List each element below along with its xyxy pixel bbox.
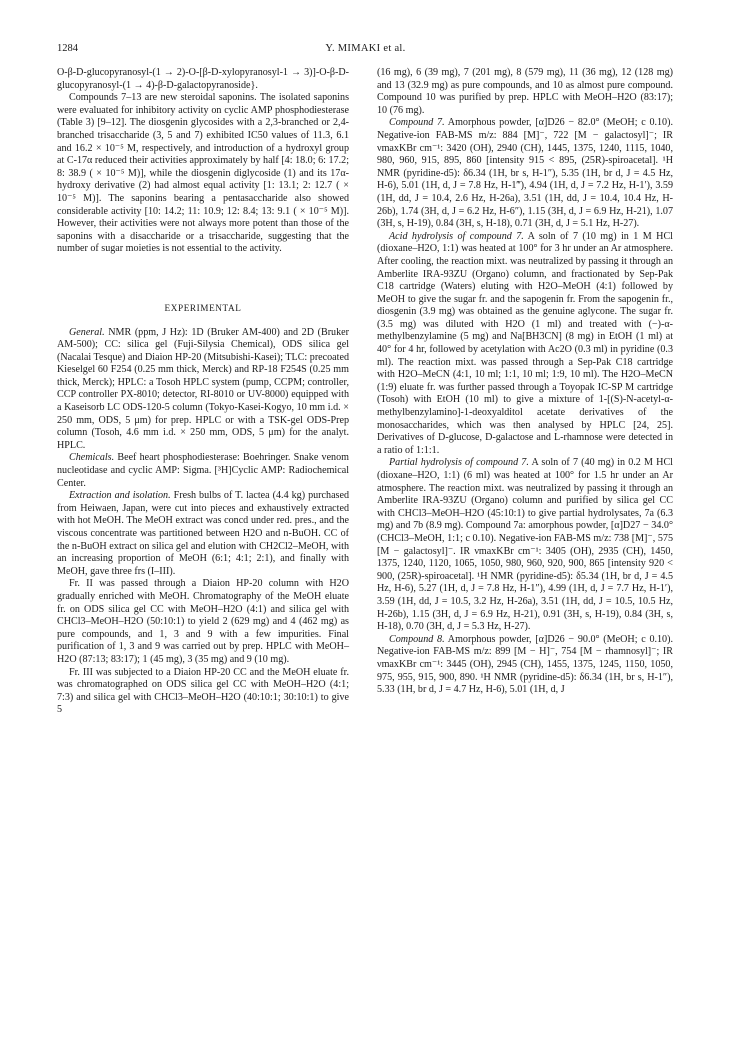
acid-hydrolysis-text: A soln of 7 (10 mg) in 1 M HCl (dioxane–H2O, 1:1) was heated at 100° for 3 hr under an Ar atmosphere. After cooling, the reaction mixt. was neutralized by passing it through an Amberlite IRA-93ZU (Organo) column, and fractionated by Sep-Pak C18 cartridge (Waters) eluting with H2O–MeOH (4:1) followed by MeOH to give the sugar fr. and the sapogenin fr. From the sapogenin fr., diosgenin (3.9 mg) was obtained as the genuine aglycone. The sugar fr. (3.5 mg) was diluted with H2O (1 ml) and treated with (−)-α-methylbenzylamine (5 mg) and Na[BH3CN] (8 mg) in EtOH (1 ml) at 40° for 4 hr, followed by acetylation with Ac2O (0.3 ml) in pyridine (0.3 ml). The reaction mixt. was passed through a Sep-Pak C18 cartridge with H2O–MeCN (4:1, 10 ml; 1:1, 10 ml; 1:9, 10 ml). The H2O–MeCN (1:9) eluate fr. was further passed through a Toyopak IC-SP M cartridge (Tosoh) with EtOH (10 ml) to give a mixture of 1-[(S)-N-acetyl-α-methylbenzylamino]-1-deoxyalditol acetate derivatives of the monosaccharides, which was then analysed by HPLC [24, 25]. Derivatives of D-glucose, D-galactose and L-rhamnose were detected in a ratio of 1:1:1. bbox=[377, 230, 673, 456]
left-column bbox=[57, 67, 349, 717]
section-heading-experimental: EXPERIMENTAL bbox=[164, 302, 242, 313]
paragraph-glycoside-name: O-β-D-glucopyranosyl-(1 → 2)-O-[β-D-xylopyranosyl-1 → 3)]-O-β-D-glucopyranosyl-(1 → 4)-β-D-galactopyranoside}. bbox=[57, 67, 349, 91]
run-in-heading-compound-8: Compound 8. bbox=[389, 633, 445, 645]
chemicals-text: Beef heart phosphodiesterase: Boehringer. Snake venom nucleotidase and cyclic AMP: Sigma. [³H]Cyclic AMP: Radiochemical Center. bbox=[57, 452, 349, 489]
paragraph-continued: (16 mg), 6 (39 mg), 7 (201 mg), 8 (579 mg), 11 (36 mg), 12 (128 mg) and 13 (32.9 mg) as pure compounds, and 10 as almost pure compound. Compound 10 was purified by prep. HPLC with MeOH–H2O (83:17); 10 (76 mg). bbox=[377, 67, 673, 116]
right-column bbox=[377, 67, 673, 697]
run-in-heading-general: General. bbox=[69, 326, 105, 338]
paragraph-extraction bbox=[57, 490, 349, 578]
run-in-heading-acid-hydrolysis: Acid hydrolysis of compound 7. bbox=[389, 230, 524, 242]
paragraph-acid-hydrolysis bbox=[377, 231, 673, 458]
run-in-heading-extraction: Extraction and isolation. bbox=[69, 490, 171, 502]
compound-7-text: Amorphous powder, [α]D26 − 82.0° (MeOH; c 0.10). Negative-ion FAB-MS m/z: 884 [M]⁻, 722 [M − galactosyl]⁻; IR νmaxKBr cm⁻¹: 3420 (OH), 2940 (CH), 1445, 1375, 1240, 1115, 1040, 980, 960, 915, 895, 860 [intensity 915 < 895, (25R)-spiroacetal]. ¹H NMR (pyridine-d5): δ6.34 (1H, br s, H-1″), 5.35 (1H, br d, J = 4.5 Hz, H-6), 5.01 (1H, d, J = 7.8 Hz, H-1‴), 4.94 (1H, d, J = 7.2 Hz, H-1′), 3.59 (1H, dd, J = 10.4, 2.6 Hz, H-26a), 3.51 (1H, dd, J = 10.4, 10.4 Hz, H-26b), 1.74 (3H, d, J = 6.2 Hz, H-6″), 1.15 (3H, d, J = 6.9 Hz, H-21), 1.07 (3H, s, H-19), 0.84 (3H, s, H-18), 0.71 (3H, d, J = 5.1 Hz, H-27). bbox=[377, 117, 673, 230]
partial-hydrolysis-text: A soln of 7 (40 mg) in 0.2 M HCl (dioxane–H2O, 1:1) (6 ml) was heated at 100° for 1.5 hr under an Ar atmosphere. The reaction mixt. was neutralized by passing it through an Amberlite IRA-93ZU (Organo) column and purified by silica gel CC with CHCl3–MeOH–H2O (45:10:1) to give partial hydrolysates, 7a (6.3 mg) and 7b (8.9 mg). Compound 7a: amorphous powder, [α]D27 − 34.0° (CHCl3–MeOH, 1:1; c 0.10). Negative-ion FAB-MS m/z: 738 [M]⁻, 575 [M − galactosyl]⁻. IR νmaxKBr cm⁻¹: 3405 (OH), 2935 (CH), 1450, 1375, 1240, 1120, 1065, 1050, 980, 960, 920, 900, 865 [intensity 920 < 900, (25R)-spiroacetal]. ¹H NMR (pyridine-d5): δ5.34 (1H, br d, J = 4.5 Hz, H-6), 5.27 (1H, d, J = 7.8 Hz, H-1″), 4.99 (1H, d, J = 7.7 Hz, H-1′), 3.59 (1H, dd, J = 10.5, 3.2 Hz, H-26a), 3.51 (1H, dd, J = 10.5, 10.5 Hz, H-26b), 1.15 (3H, d, J = 6.9 Hz, H-21), 0.91 (3H, s, H-19), 0.84 (3H, s, H-18), 0.70 (3H, d, J = 5.3 Hz, H-27). bbox=[377, 457, 673, 633]
extraction-text: Fresh bulbs of T. lactea (4.4 kg) purchased from Heiwaen, Japan, were cut into pieces and exhaustively extracted with hot MeOH. The MeOH extract was concd under red. pres., and the viscous concentrate was partitioned between H2O and n-BuOH. CC of the n-BuOH extract on silica gel and elution with CH2Cl2–MeOH, with an increasing proportion of MeOH (6:1; 4:1; 2:1), and finally with MeOH, gave three frs (I–III). bbox=[57, 490, 349, 577]
paragraph-general bbox=[57, 327, 349, 453]
compound-8-text: Amorphous powder, [α]D26 − 90.0° (MeOH; c 0.10). Negative-ion FAB-MS m/z: 899 [M − H]⁻, 754 [M − rhamnosyl]⁻; IR νmaxKBr cm⁻¹: 3445 (OH), 2945 (CH), 1455, 1375, 1245, 1150, 1050, 975, 955, 915, 900, 890. ¹H NMR (pyridine-d5): δ6.34 (1H, br s, H-1″), 5.33 (1H, br d, J = 4.7 Hz, H-6), 5.01 (1H, d, J bbox=[377, 633, 673, 696]
run-in-heading-compound-7: Compound 7. bbox=[389, 117, 445, 129]
paragraph-partial-hydrolysis bbox=[377, 457, 673, 633]
paragraph-fraction-iii: Fr. III was subjected to a Diaion HP-20 CC and the MeOH eluate fr. was chromatographed on ODS silica gel CC with MeOH–H2O (4:1; 7:3) and silica gel with CHCl3–MeOH–H2O (40:10:1; 30:10:1) to give 5 bbox=[57, 666, 349, 716]
page-header bbox=[57, 43, 674, 59]
paragraph-compound-7 bbox=[377, 117, 673, 230]
run-in-heading-partial-hydrolysis: Partial hydrolysis of compound 7. bbox=[389, 457, 529, 469]
paragraph-fraction-ii: Fr. II was passed through a Diaion HP-20 column with H2O gradually enriched with MeOH. Chromatography of the MeOH eluate fr. on ODS silica gel CC with MeOH–H2O (4:1) and silica gel with CHCl3–MeOH–H2O (50:10:1) to yield 2 (629 mg) and 4 (462 mg) as pure compounds, and 1, 3 and 9 with a few impurities. Final purification of 1, 3 and 9 was carried out by prep. HPLC with MeOH–H2O (87:13; 83:17); 1 (45 mg), 3 (35 mg) and 9 (10 mg). bbox=[57, 578, 349, 665]
paragraph-chemicals bbox=[57, 452, 349, 490]
paragraph-activity-results: Compounds 7–13 are new steroidal saponins. The isolated saponins were evaluated for inhibitory activity on cyclic AMP phosphodiesterase (Table 3) [9–12]. The diosgenin glycosides with a 2,3-branched or 2,4-branched trisaccharide (3, 5 and 7) exhibited IC50 values of 11.3, 6.1 and 16.2 × 10⁻⁵ M, respectively, and introduction of a hydroxyl group at C-17α reduced their activities approximately by half [4: 18.0; 6: 17.2; 8: 38.9 ( × 10⁻⁵ M)], while the diosgenin diglycoside (1) and its 17α-hydroxy derivative (2) had almost equal activity [1: 13.1; 2: 12.7 ( × 10⁻⁵ M)]. The saponins bearing a pentasaccharide also showed considerable activity [10: 14.2; 11: 10.9; 12: 8.4; 13: 9.1 ( × 10⁻⁵ M)]. However, their activities were not always more potent than those of the saponins with a disaccharide or a trisaccharide, suggesting that the number of sugar moieties is not essential to the activity. bbox=[57, 92, 349, 255]
paragraph-compound-8 bbox=[377, 634, 673, 697]
run-in-heading-chemicals: Chemicals. bbox=[69, 452, 115, 464]
general-text: NMR (ppm, J Hz): 1D (Bruker AM-400) and 2D (Bruker AM-500); CC: silica gel (Fuji-Silysia Chemical), ODS silica gel (Nacalai Tesque) and Diaion HP-20 (Mitsubishi-Kasei); TLC: precoated Kieselgel 60 F254 (0.25 mm thick, Merck) and RP-18 F254S (0.25 mm thick, Merck); HPLC: a Tosoh HPLC system (pump, CCPM; controller, CCP controller PX-8010; detector, RI-8010 or UV-8000) equipped with a Kaseisorb LC ODS-120-5 column (Tokyo-Kasei-Kogyo, 10 mm i.d. × 250 mm, ODS, 5 μm) for prep. HPLC or with a TSK-gel ODS-Prep column (Tosoh, 4.6 mm i.d. × 250 mm, ODS, 5 μm) for the analyt. HPLC. bbox=[57, 326, 349, 451]
page-number: 1284 bbox=[57, 43, 78, 54]
running-head: Y. MIMAKI et al. bbox=[325, 43, 406, 54]
